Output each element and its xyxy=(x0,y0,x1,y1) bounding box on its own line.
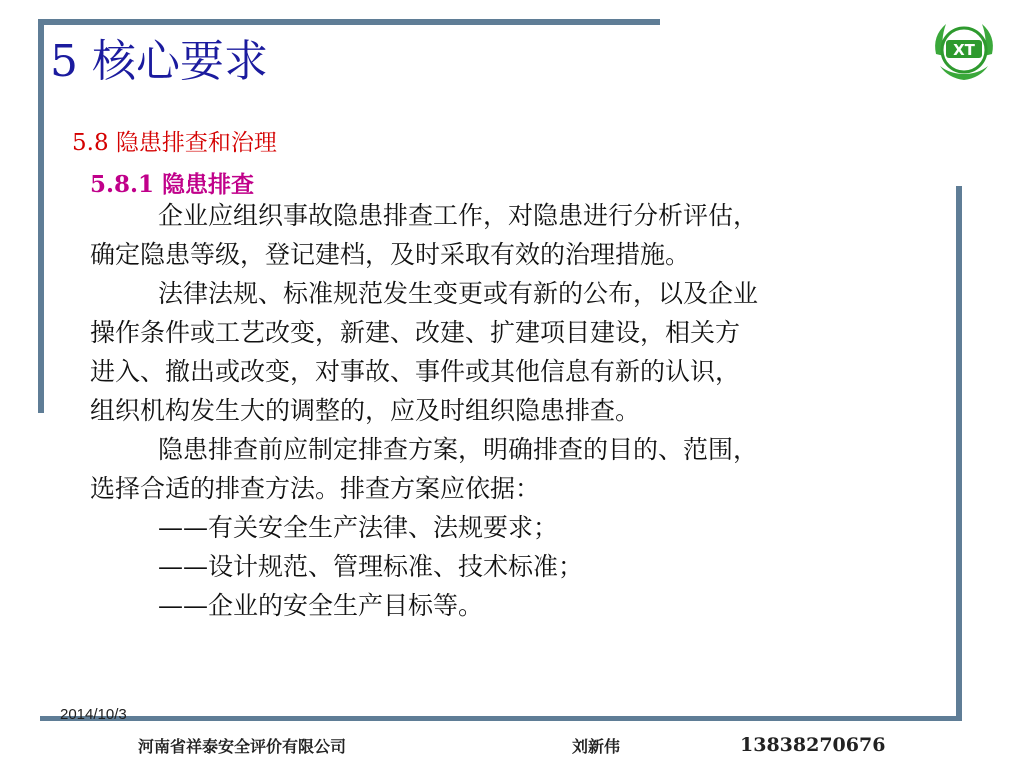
section-heading: 5.8 隐患排查和治理 xyxy=(72,130,277,156)
xt-company-logo-icon xyxy=(926,14,1002,86)
slide-title: 5 核心要求 xyxy=(50,36,268,87)
footer-phone: 13838270676 xyxy=(740,734,886,756)
footer-company: 河南省祥泰安全评价有限公司 xyxy=(138,737,347,756)
svg-text:XT: XT xyxy=(953,41,975,59)
body-text xyxy=(90,196,990,625)
body-line: 法律法规、标准规范发生变更或有新的公布，以及企业 xyxy=(158,279,759,308)
body-line: 选择合适的排查方法。排查方案应依据： xyxy=(90,474,541,503)
body-line: 进入、撤出或改变，对事故、事件或其他信息有新的认识， xyxy=(90,357,741,386)
body-line: ——设计规范、管理标准、技术标准； xyxy=(158,552,584,581)
footer-person: 刘新伟 xyxy=(572,737,621,756)
frame-bottom-bar xyxy=(40,716,962,721)
body-line: ——企业的安全生产目标等。 xyxy=(158,591,484,620)
body-line: 企业应组织事故隐患排查工作，对隐患进行分析评估， xyxy=(158,201,759,230)
body-line: 确定隐患等级，登记建档，及时采取有效的治理措施。 xyxy=(90,240,691,269)
body-line: 组织机构发生大的调整的，应及时组织隐患排查。 xyxy=(90,396,641,425)
frame-left-bar xyxy=(38,19,44,413)
body-line: ——有关安全生产法律、法规要求； xyxy=(158,513,559,542)
slide-date: 2014/10/3 xyxy=(60,706,127,723)
frame-top-bar xyxy=(38,19,660,25)
body-line: 操作条件或工艺改变，新建、改建、扩建项目建设，相关方 xyxy=(90,318,741,347)
subsection-heading: 5.8.1 隐患排查 xyxy=(90,171,255,198)
body-line: 隐患排查前应制定排查方案，明确排查的目的、范围， xyxy=(158,435,759,464)
